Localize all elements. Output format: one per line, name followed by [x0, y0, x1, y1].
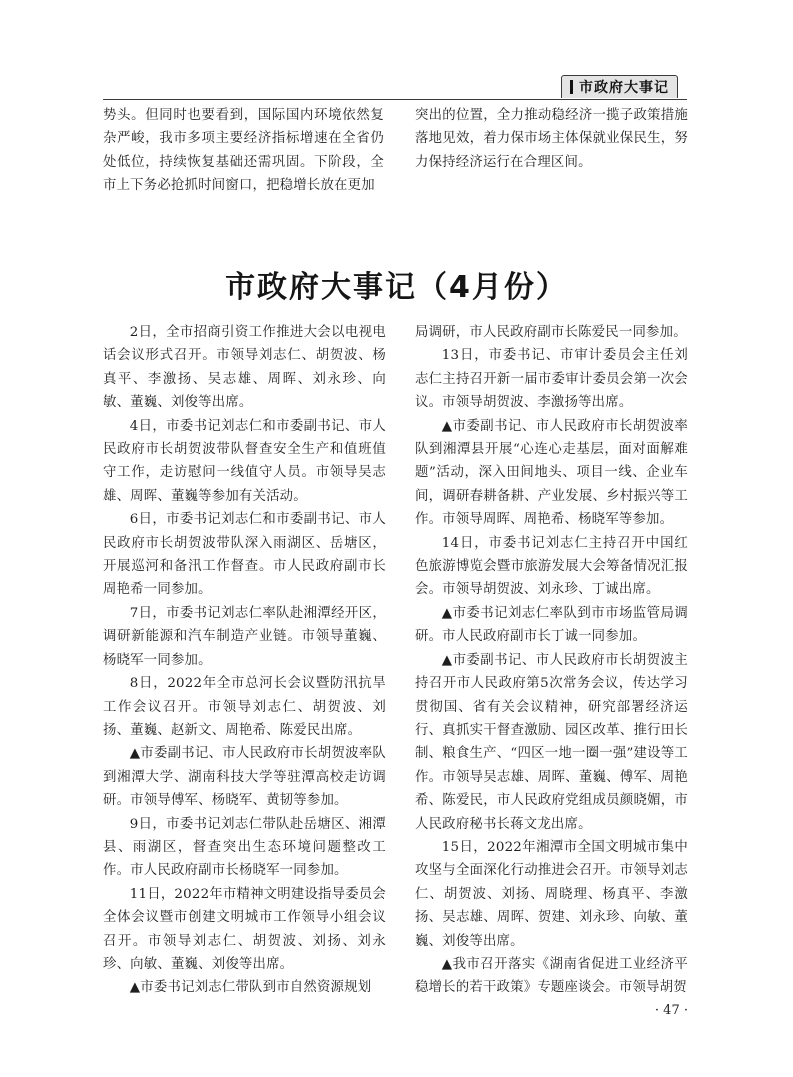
event-paragraph: 9日，市委书记刘志仁带队赴岳塘区、湘潭县、雨湖区，督查突出生态环境问题整改工作。市人民政府副市长杨晓军一同参加。	[103, 816, 386, 879]
intro-right-text: 突出的位置，全力推动稳经济一揽子政策措施落地见效，着力保市场主体保就业保民生，努力保持经济运行在合理区间。	[415, 108, 688, 170]
event-paragraph: 8日，2022年全市总河长会议暨防汛抗旱工作会议召开。市领导刘志仁、胡贺波、刘扬、董巍、赵新文、周艳希、陈爱民出席。	[103, 676, 386, 738]
event-paragraph: 13日，市委书记、市审计委员会主任刘志仁主持召开新一届市委审计委员会第一次会议。市领导胡贺波、李激扬等出席。	[415, 348, 688, 411]
intro-left-column	[103, 104, 384, 198]
header-bar-mark	[570, 80, 573, 94]
event-paragraph: 6日，市委书记刘志仁和市委副书记、市人民政府市长胡贺波带队深入雨湖区、岳塘区，开展巡河和备汛工作督查。市人民政府副市长周艳希一同参加。	[103, 512, 386, 598]
event-paragraph: ▲市委副书记、市人民政府市长胡贺波率队到湘潭县开展“心连心走基层，面对面解难题”活动，深入田间地头、项目一线、企业车间，调研春耕备耕、产业发展、乡村振兴等工作。市领导周晖、周艳希、杨晓军等参加。	[415, 418, 688, 528]
section-header-tab	[561, 75, 678, 98]
event-paragraph: 局调研，市人民政府副市长陈爱民一同参加。	[415, 325, 687, 340]
article-title: 市政府大事记（4月份）	[225, 270, 568, 305]
event-paragraph: 11日，2022年市精神文明建设指导委员会全体会议暨市创建文明城市工作领导小组会议召开。市领导刘志仁、胡贺波、刘扬、刘永珍、向敏、董巍、刘俊等出席。	[103, 886, 386, 972]
event-paragraph: ▲市委副书记、市人民政府市长胡贺波主持召开市人民政府第5次常务会议，传达学习贯彻国、省有关会议精神，研究部署经济运行、真抓实干督查激励、园区改革、推行田长制、粮食生产、“四区一地一圈一强”建设等工作。市领导吴志雄、周晖、董巍、傅军、周艳希、陈爱民，市人民政府党组成员颜晓媚，市人民政府秘书长蒋文龙出席。	[415, 652, 688, 832]
event-paragraph: ▲市委书记刘志仁率队到市市场监管局调研。市人民政府副市长丁诚一同参加。	[415, 605, 688, 645]
intro-right-column	[415, 104, 688, 174]
intro-left-text: 势头。但同时也要看到，国际国内环境依然复杂严峻，我市多项主要经济指标增速在全省仍处低位，持续恢复基础还需巩固。下阶段，全市上下务必抢抓时间窗口，把稳增长放在更加	[103, 108, 384, 194]
event-paragraph: 14日，市委书记刘志仁主持召开中国红色旅游博览会暨市旅游发展大会筹备情况汇报会。市领导胡贺波、刘永珍、丁诚出席。	[415, 535, 688, 598]
body-right-column	[415, 321, 688, 1000]
event-paragraph: ▲我市召开落实《湖南省促进工业经济平稳增长的若干政策》专题座谈会。市领导胡贺	[415, 956, 688, 996]
body-left-column	[103, 321, 386, 1000]
event-paragraph: ▲市委副书记、市人民政府市长胡贺波率队到湘潭大学、湖南科技大学等驻潭高校走访调研。市领导傅军、杨晓军、黄韧等参加。	[103, 746, 386, 809]
page-number: · 47 ·	[654, 1003, 688, 1018]
event-paragraph: 15日，2022年湘潭市全国文明城市集中攻坚与全面深化行动推进会召开。市领导刘志仁、胡贺波、刘扬、周晓理、杨真平、李激扬、吴志雄、周晖、贺建、刘永珍、向敏、董巍、刘俊等出席。	[415, 839, 688, 949]
header-rule	[103, 99, 687, 100]
event-paragraph: ▲市委书记刘志仁带队到市自然资源规划	[129, 980, 372, 996]
event-paragraph: 4日，市委书记刘志仁和市委副书记、市人民政府市长胡贺波带队督查安全生产和值班值守工作，走访慰问一线值守人员。市领导吴志雄、周晖、董巍等参加有关活动。	[103, 418, 386, 504]
section-header-label: 市政府大事记	[579, 80, 669, 96]
event-paragraph: 2日，全市招商引资工作推进大会以电视电话会议形式召开。市领导刘志仁、胡贺波、杨真平、李激扬、吴志雄、周晖、刘永珍、向敏、董巍、刘俊等出席。	[103, 325, 386, 411]
event-paragraph: 7日，市委书记刘志仁率队赴湘潭经开区，调研新能源和汽车制造产业链。市领导董巍、杨晓军一同参加。	[103, 605, 386, 668]
